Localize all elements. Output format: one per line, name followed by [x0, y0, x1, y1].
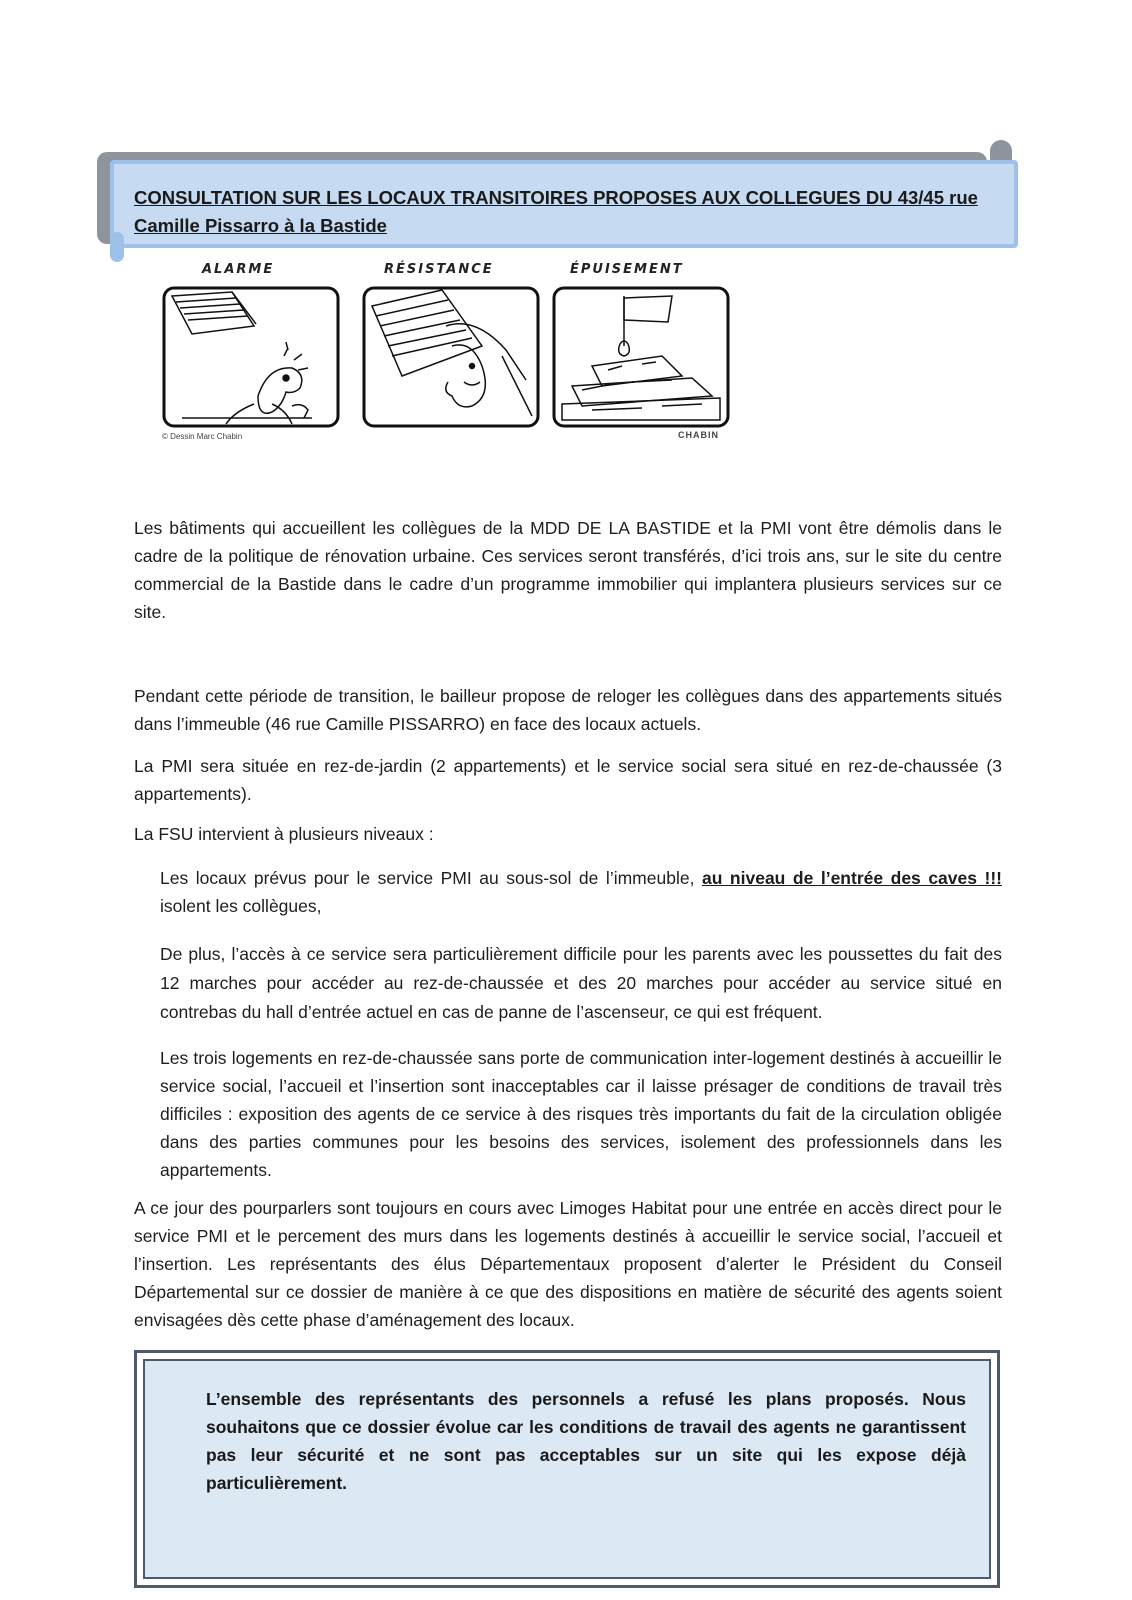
paragraph-fsu-levels: La FSU intervient à plusieurs niveaux :	[134, 824, 434, 844]
paragraph-access-difficulty: De plus, l’accès à ce service sera particulièrement difficile pour les parents avec les poussettes du fait des 12 marches pour accéder au rez-de-chaussée et des 20 marches pour accéder au service situé en contrebas du hall d’entrée actuel en cas de panne de l’ascenseur, ce qui est fréquent.	[160, 944, 1002, 1022]
scroll-curl-decoration	[110, 232, 124, 262]
panel-title-resistance: RÉSISTANCE	[384, 262, 494, 277]
conclusion-text: L’ensemble des représentants des personnels a refusé les plans proposés. Nous souhaitons que ce dossier évolue car les conditions de travail des agents ne garantissent pas leur sécurité et ne sont pas acceptables sur un site qui les expose déjà particulièrement.	[206, 1389, 966, 1493]
panel-title-alarme: ALARME	[202, 262, 275, 277]
paragraph-pmi-basement	[160, 864, 1002, 920]
paragraph-negotiations: A ce jour des pourparlers sont toujours en cours avec Limoges Habitat pour une entrée en accès direct pour le service PMI et le percement des murs dans les logements destinés à accueillir le service social, l’accueil et l’insertion. Les représentants des élus Départementaux proposent d’alerter le Président du Conseil Départemental sur ce dossier de manière à ce que des dispositions en matière de sécurité des agents soient envisagées dès cette phase d’aménagement des locaux.	[134, 1198, 1002, 1330]
paragraph-pmi-location: La PMI sera située en rez-de-jardin (2 appartements) et le service social sera situé en rez-de-chaussée (3 appartements).	[134, 756, 1002, 804]
paragraph-pmi-basement-start: Les locaux prévus pour le service PMI au sous-sol de l’immeuble,	[160, 868, 702, 888]
document-title: CONSULTATION SUR LES LOCAUX TRANSITOIRES PROPOSES AUX COLLEGUES DU 43/45 rue Camille Pissarro à la Bastide	[134, 187, 978, 236]
paragraph-intro: Les bâtiments qui accueillent les collègues de la MDD DE LA BASTIDE et la PMI vont être démolis dans le cadre de la politique de rénovation urbaine. Ces services seront transférés, d’ici trois ans, sur le site du centre commercial de la Bastide dans le cadre d’un programme immobilier qui implantera plusieurs services sur ce site.	[134, 518, 1002, 622]
panel-title-epuisement: ÉPUISEMENT	[570, 262, 684, 277]
cartoon-panel-alarm	[162, 286, 340, 428]
cartoon-panel-exhaustion	[552, 286, 730, 428]
cartoon-credit: © Dessin Marc Chabin	[162, 432, 243, 441]
paragraph-ground-floor: Les trois logements en rez-de-chaussée sans porte de communication inter-logement destinés à accueillir le service social, l’accueil et l’insertion sont inacceptables car il laisse présager de conditions de travail très difficiles : exposition des agents de ce service à des risques très importants du fait de la circulation obligée dans des parties communes pour les besoins des services, isolement des professionnels dans les appartements.	[160, 1048, 1002, 1180]
paragraph-transition: Pendant cette période de transition, le bailleur propose de reloger les collègues dans des appartements situés dans l’immeuble (46 rue Camille PISSARRO) en face des locaux actuels.	[134, 686, 1002, 734]
cartoon-strip	[158, 262, 728, 444]
cartoon-signature: CHABIN	[678, 430, 719, 440]
paragraph-pmi-basement-emphasis: au niveau de l’entrée des caves !!!	[701, 868, 1002, 888]
cartoon-panel-resistance	[362, 286, 540, 428]
paragraph-pmi-basement-end: isolent les collègues,	[160, 896, 322, 916]
